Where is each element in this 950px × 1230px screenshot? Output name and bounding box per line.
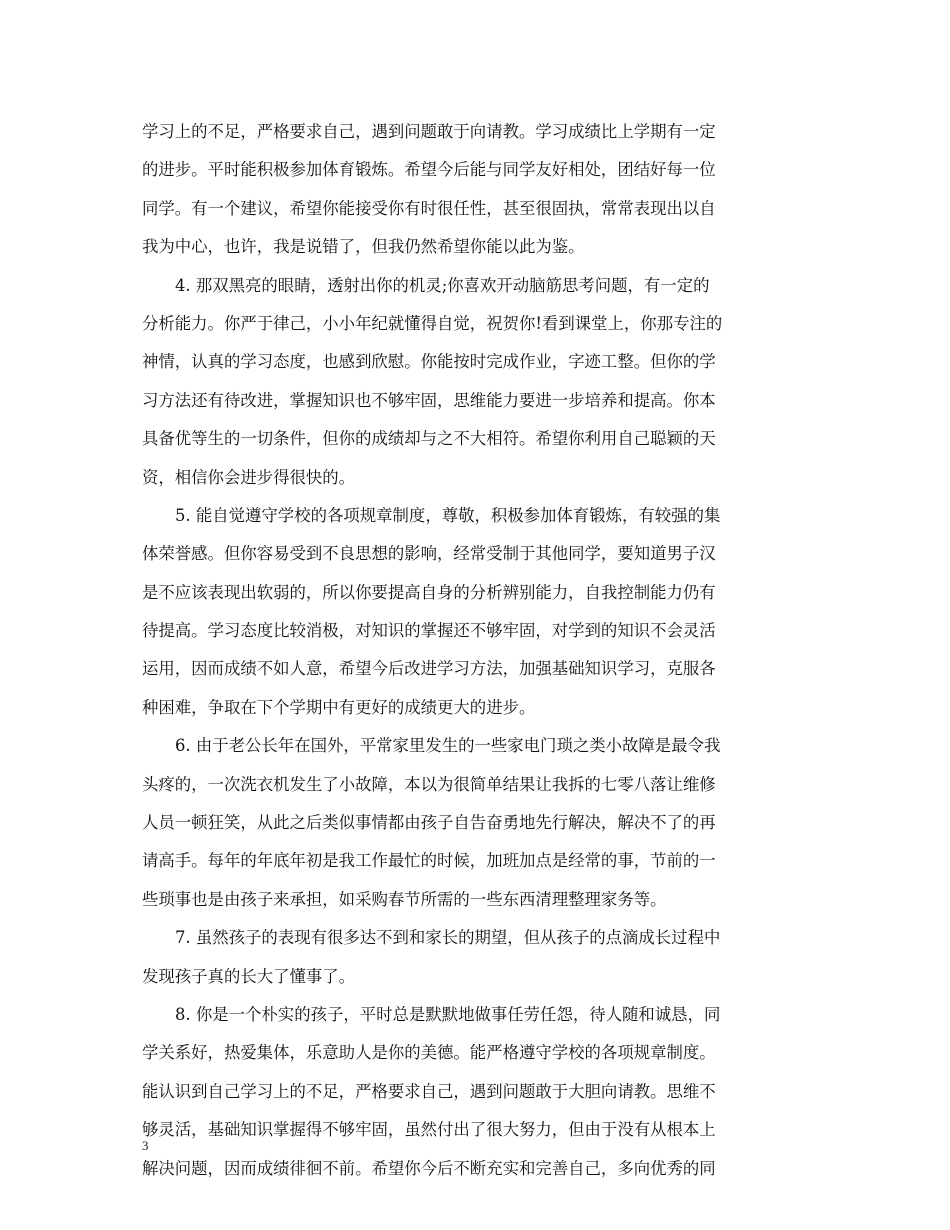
text-line: 神情，认真的学习态度，也感到欣慰。你能按时完成作业，字迹工整。但你的学 xyxy=(142,352,716,372)
text-line: 请高手。每年的年底年初是我工作最忙的时候，加班加点是经常的事，节前的一 xyxy=(142,851,716,871)
text-line: 7. 虽然孩子的表现有很多达不到和家长的期望，但从孩子的点滴成长过程中 xyxy=(175,928,721,948)
text-line: 运用，因而成绩不如人意，希望今后改进学习方法，加强基础知识学习，克服各 xyxy=(142,659,716,679)
text-line: 同学。有一个建议，希望你能接受你有时很任性，甚至很固执，常常表现出以自 xyxy=(142,198,716,218)
text-line: 的进步。平时能积极参加体育锻炼。希望今后能与同学友好相处，团结好每一位 xyxy=(142,160,716,180)
text-line: 学关系好，热爱集体，乐意助人是你的美德。能严格遵守学校的各项规章制度。 xyxy=(142,1043,716,1063)
text-line: 能认识到自己学习上的不足，严格要求自己，遇到问题敢于大胆向请教。思维不 xyxy=(142,1081,716,1101)
text-line: 5. 能自觉遵守学校的各项规章制度，尊敬，积极参加体育锻炼，有较强的集 xyxy=(175,505,721,525)
text-line: 些琐事也是由孩子来承担，如采购春节所需的一些东西清理整理家务等。 xyxy=(142,889,667,909)
page-number: 3 xyxy=(142,1138,149,1153)
text-line: 发现孩子真的长大了懂事了。 xyxy=(142,966,356,986)
text-line: 待提高。学习态度比较消极，对知识的掌握还不够牢固，对学到的知识不会灵活 xyxy=(142,621,716,641)
text-line: 是不应该表现出软弱的，所以你要提高自身的分析辨别能力，自我控制能力仍有 xyxy=(142,582,716,602)
text-line: 种困难，争取在下个学期中有更好的成绩更大的进步。 xyxy=(142,697,536,717)
text-line: 我为中心，也许，我是说错了，但我仍然希望你能以此为鉴。 xyxy=(142,237,585,257)
text-line: 够灵活，基础知识掌握得不够牢固，虽然付出了很大努力，但由于没有从根本上 xyxy=(142,1120,716,1140)
text-line: 解决问题，因而成绩徘徊不前。希望你今后不断充实和完善自己，多向优秀的同 xyxy=(142,1158,716,1178)
text-line: 资，相信你会进步得很快的。 xyxy=(142,467,356,487)
body-text xyxy=(142,113,814,1188)
text-line: 8. 你是一个朴实的孩子，平时总是默默地做事任劳任怨，待人随和诚恳，同 xyxy=(175,1004,721,1024)
text-line: 学习上的不足，严格要求自己，遇到问题敢于向请教。学习成绩比上学期有一定 xyxy=(142,122,716,141)
text-line: 习方法还有待改进，掌握知识也不够牢固，思维能力要进一步培养和提高。你本 xyxy=(142,390,716,410)
text-line: 具备优等生的一切条件，但你的成绩却与之不大相符。希望你利用自己聪颖的天 xyxy=(142,429,716,449)
text-line: 头疼的，一次洗衣机发生了小故障，本以为很简单结果让我拆的七零八落让维修 xyxy=(142,774,716,794)
text-line: 体荣誉感。但你容易受到不良思想的影响，经常受制于其他同学，要知道男子汉 xyxy=(142,544,716,564)
text-line: 人员一顿狂笑，从此之后类似事情都由孩子自告奋勇地先行解决，解决不了的再 xyxy=(142,813,716,833)
text-line: 4. 那双黑亮的眼睛，透射出你的机灵;你喜欢开动脑筋思考问题，有一定的 xyxy=(175,275,710,295)
text-line: 分析能力。你严于律己，小小年纪就懂得自觉，祝贺你!看到课堂上，你那专注的 xyxy=(142,313,723,333)
text-line: 6. 由于老公长年在国外，平常家里发生的一些家电门琐之类小故障是最令我 xyxy=(175,736,721,756)
